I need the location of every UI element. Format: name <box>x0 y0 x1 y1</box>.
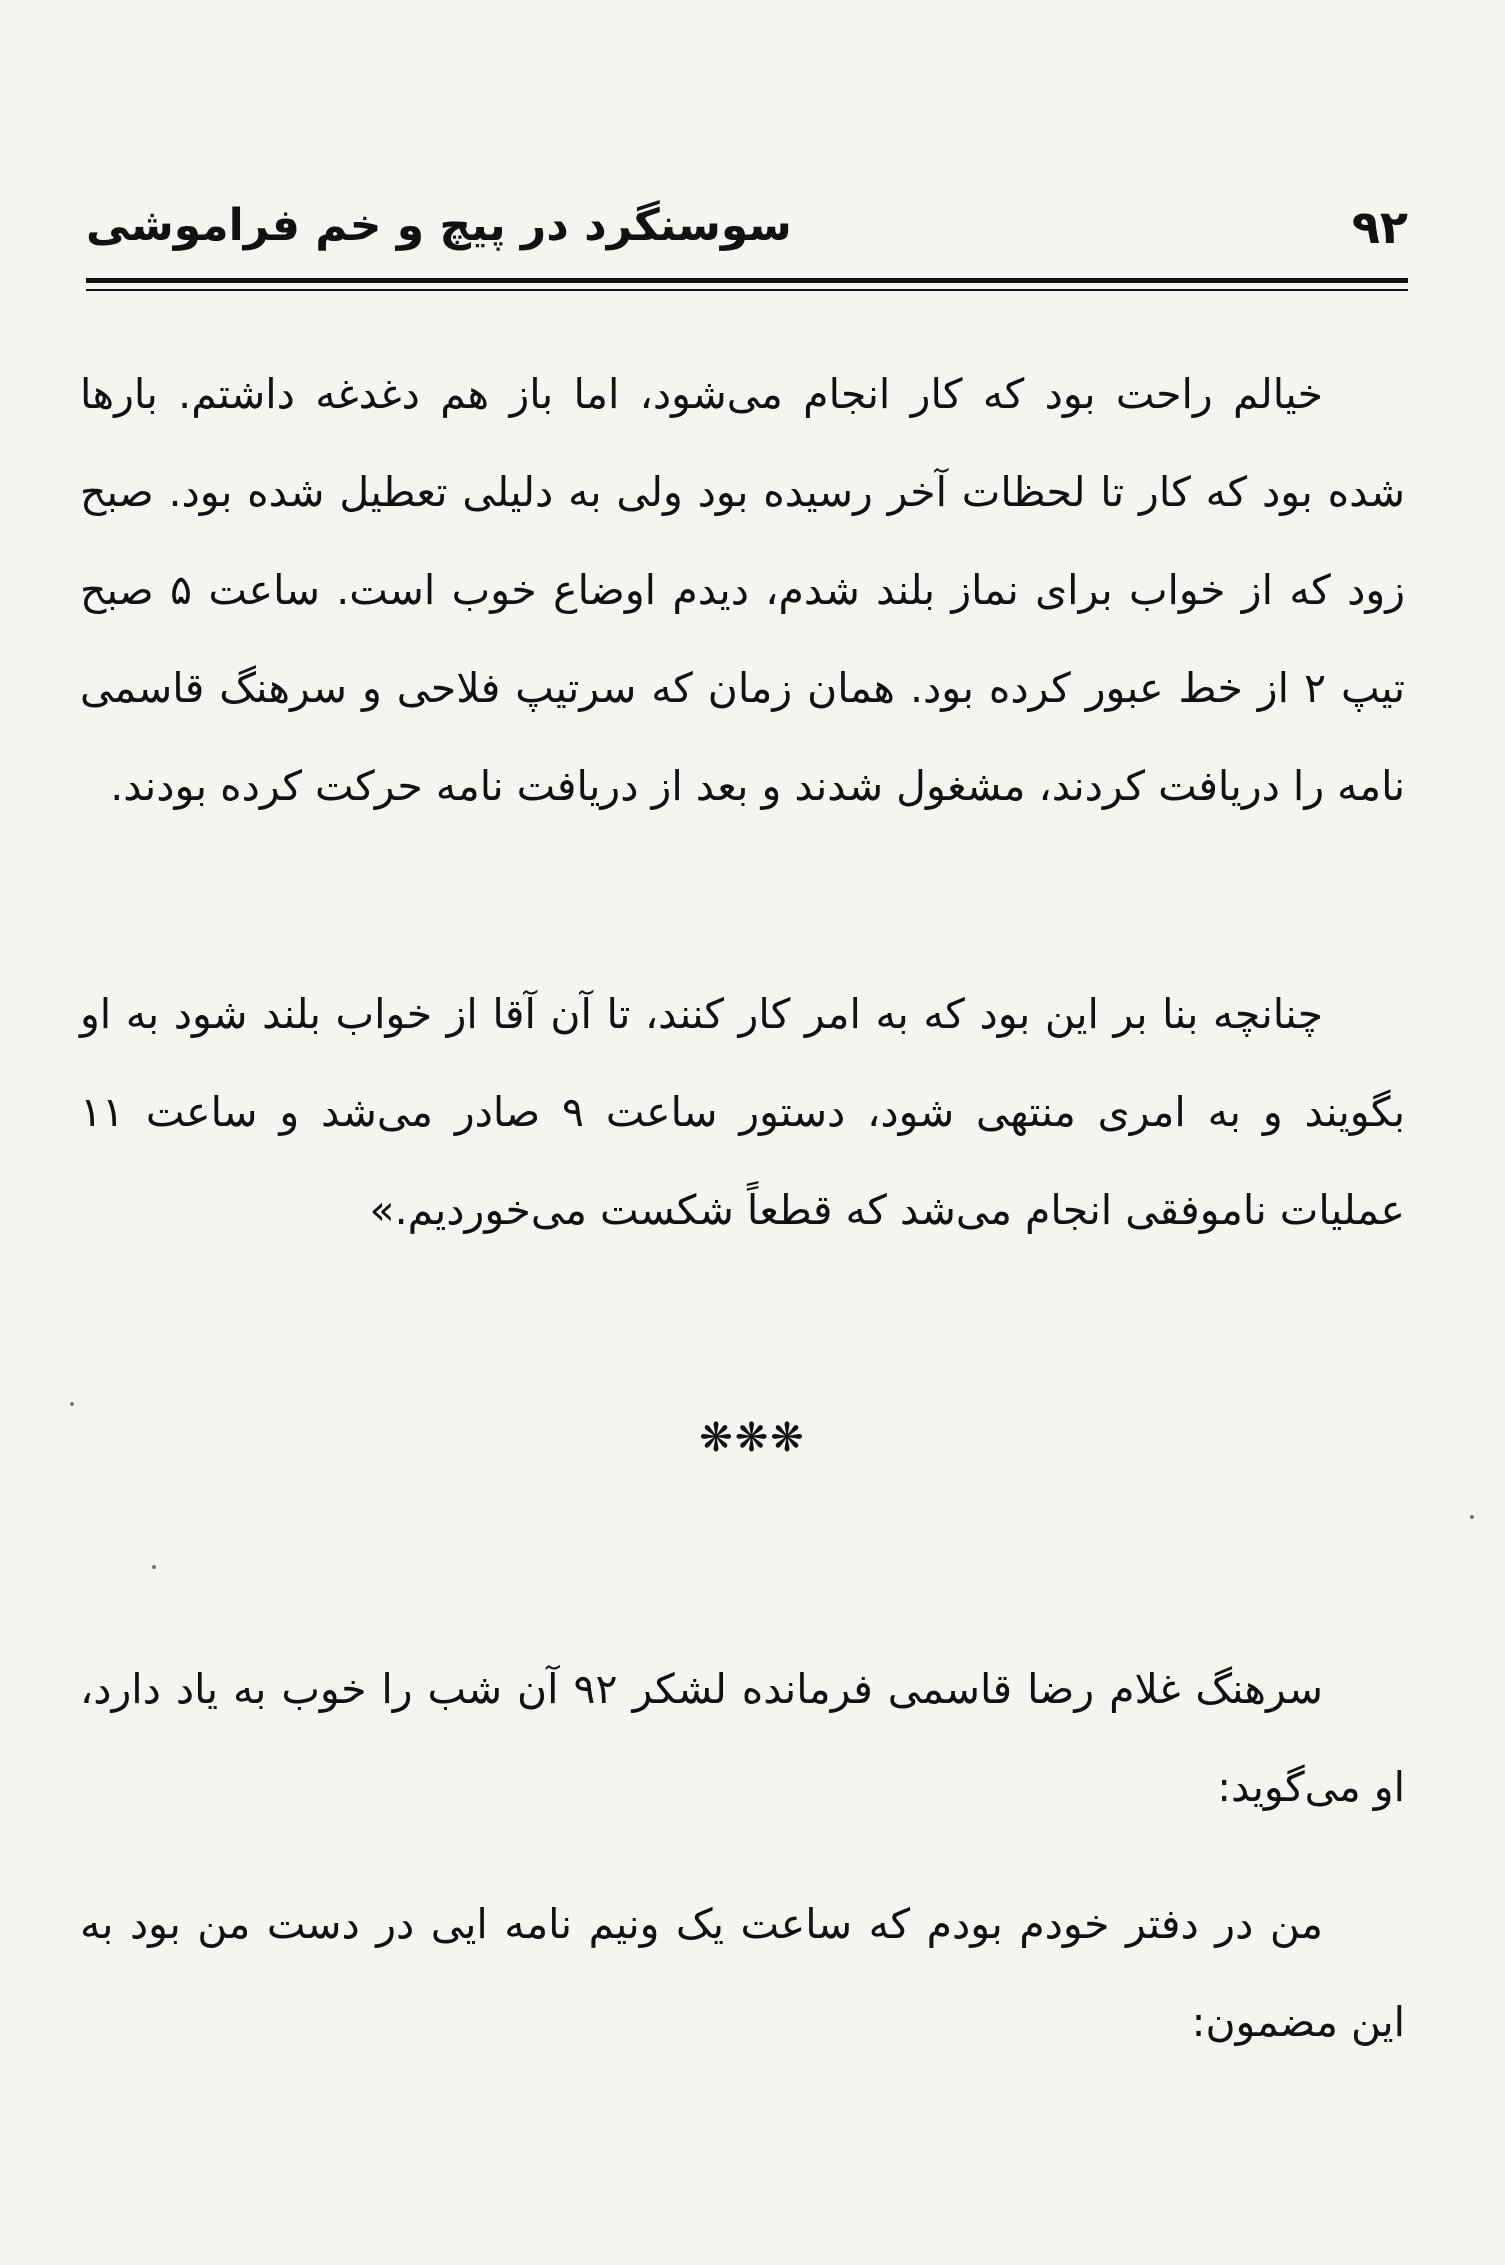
paragraph-3: سرهنگ غلام رضا قاسمی فرمانده لشکر ۹۲ آن شب را خوب به یاد دارد، او می‌گوید: <box>80 1665 1405 1811</box>
page-header <box>86 200 1408 270</box>
header-rule-thick <box>86 278 1408 283</box>
header-rule-thin <box>86 289 1408 291</box>
paragraph-1: خیالم راحت بود که کار انجام می‌شود، اما باز هم دغدغه داشتم. بارها شده بود که کار تا لحظات آخر رسیده بود ولی به دلیلی تعطیل شده بود. صبح زود که از خواب برای نماز بلند شدم، دیدم اوضاع خوب است. ساعت ۵ صبح تیپ ۲ از خط عبور کرده بود. همان زمان که سرتیپ فلاحی و سرهنگ قاسمی نامه را دریافت کردند، مشغول شدند و بعد از دریافت نامه حرکت کرده بودند. <box>80 370 1406 810</box>
paper-speck <box>1470 1515 1474 1519</box>
paragraph-2: چنانچه بنا بر این بود که به امر کار کنند، تا آن آقا از خواب بلند شود به او بگویند و به امری منتهی شود، دستور ساعت ۹ صادر می‌شد و ساعت ۱۱ عملیات ناموفقی انجام می‌شد که قطعاً شکست می‌خوردیم.» <box>80 990 1405 1234</box>
paragraph-4: من در دفتر خودم بودم که ساعت یک ونیم نامه ایی در دست من بود به این مضمون: <box>80 1900 1405 2046</box>
page-number: ۹۲ <box>1351 200 1408 254</box>
paper-speck <box>70 1402 74 1406</box>
running-title: سوسنگرد در پیچ و خم فراموشی <box>86 200 792 251</box>
section-separator: ❋❋❋ <box>699 1415 806 1461</box>
paper-speck <box>152 1565 156 1569</box>
